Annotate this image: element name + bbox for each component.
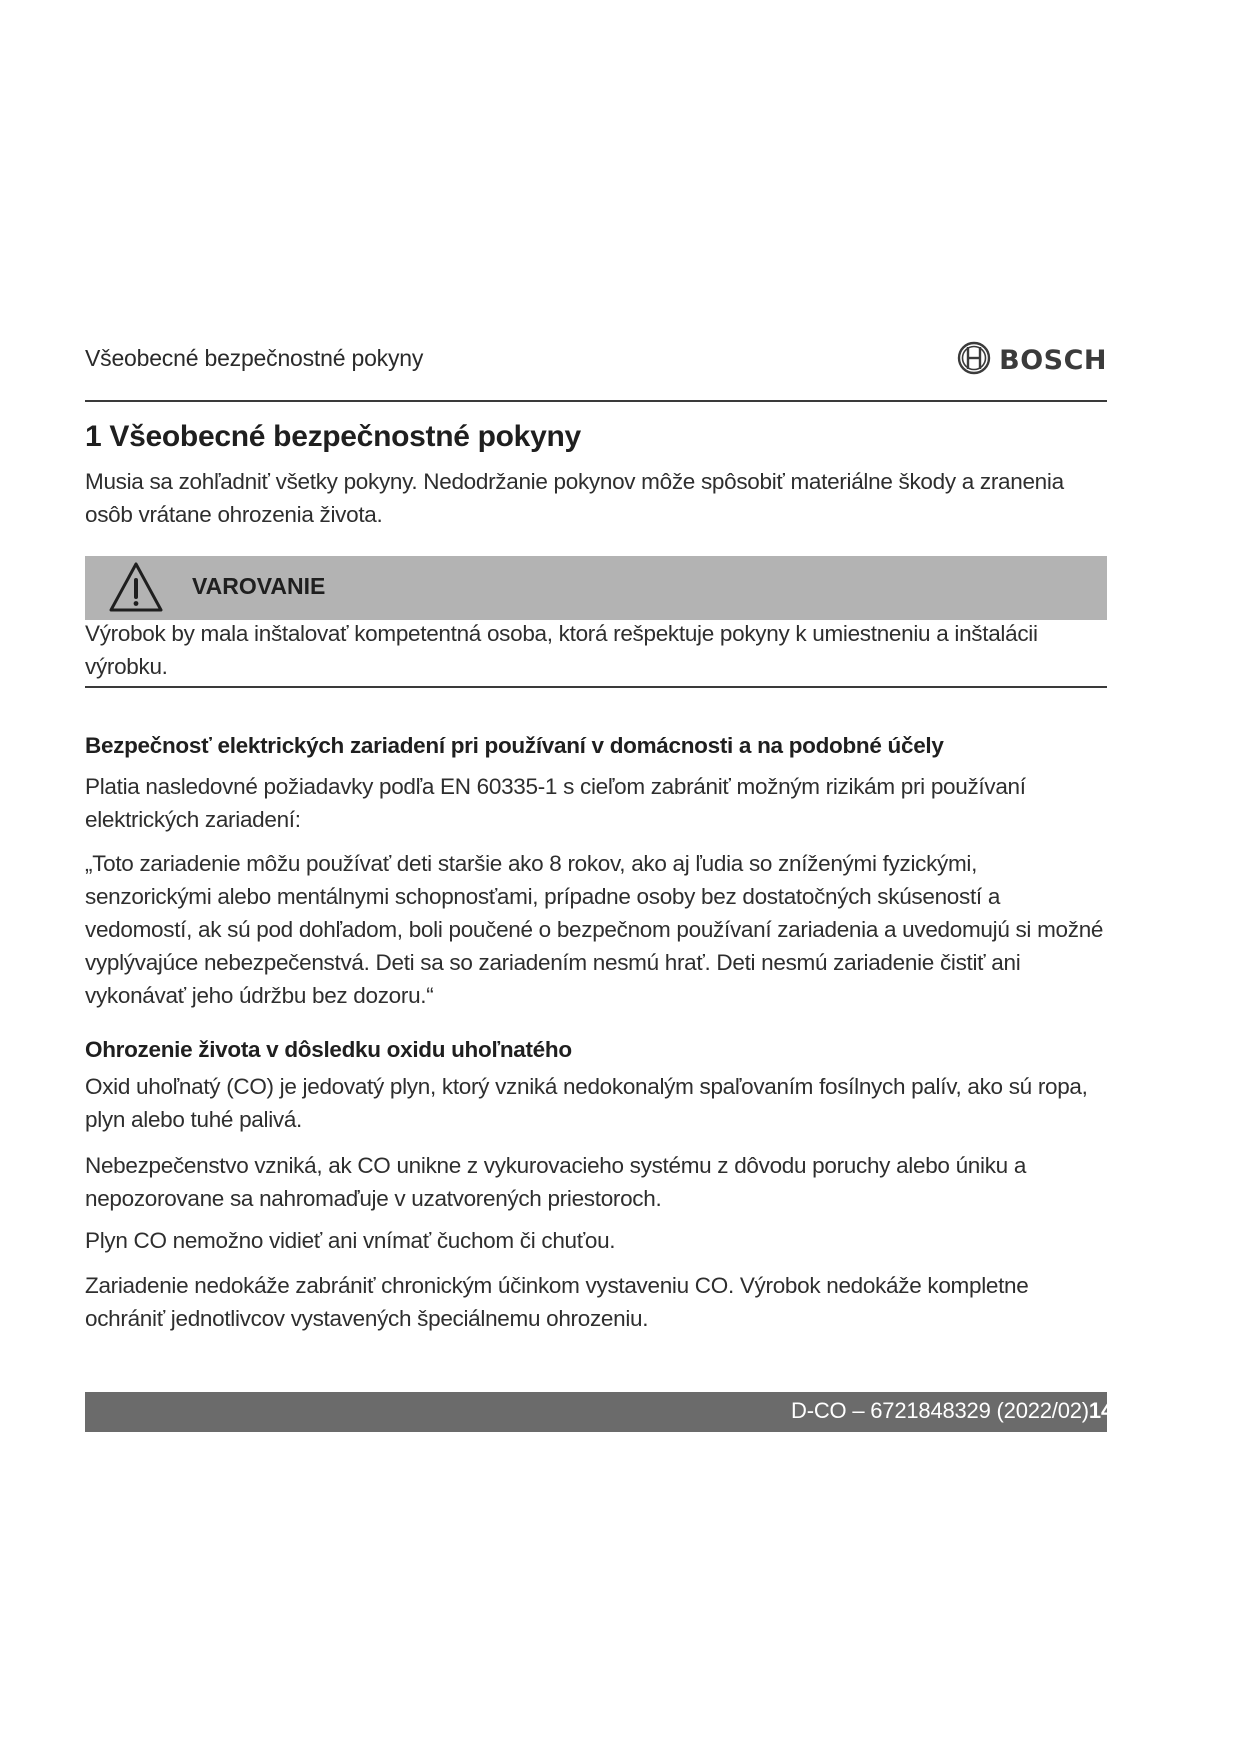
section-paragraph: Plyn CO nemožno vidieť ani vnímať čuchom či chuťou. <box>85 1228 616 1253</box>
brand-logo <box>957 340 1107 380</box>
section-paragraph: Nebezpečenstvo vzniká, ak CO unikne z vykurovacieho systému z dôvodu poruchy alebo úniku a nepozorovane sa nahromaďuje v uzatvorených priestoroch. <box>85 1153 1027 1211</box>
bosch-armature-logo-icon <box>957 341 991 380</box>
footer-doc-id: D-CO – 6721848329 (2022/02) <box>791 1398 1089 1423</box>
section-paragraph: Zariadenie nedokáže zabrániť chronickým účinkom vystaveniu CO. Výrobok nedokáže kompletne ochrániť jednotlivcov vystavených špeciálnemu ohrozeniu. <box>85 1273 1029 1331</box>
section-paragraph-quote: „Toto zariadenie môžu používať deti staršie ako 8 rokov, ako aj ľudia so zníženými fyzickými, senzorickými alebo mentálnymi schopnosťami, prípadne osoby bez dostatočných skúseností a vedomostí, ak sú pod dohľadom, boli poučené o bezpečnom používaní zariadenia a uvedomujú si možné vyplývajúce nebezpečenstvá. Deti sa so zariadením nesmú hrať. Deti nesmú zariadenie čistiť ani vykonávať jeho údržbu bez dozoru.“ <box>85 851 1104 1008</box>
section-heading-carbon-monoxide: Ohrozenie života v dôsledku oxidu uhoľnatého <box>85 1037 572 1062</box>
warning-triangle-icon <box>107 560 165 614</box>
brand-name: BOSCH <box>999 344 1107 376</box>
chapter-intro: Musia sa zohľadniť všetky pokyny. Nedodržanie pokynov môže spôsobiť materiálne škody a zranenia osôb vrátane ohrozenia života. <box>85 469 1064 527</box>
section-paragraph: Oxid uhoľnatý (CO) je jedovatý plyn, ktorý vzniká nedokonalým spaľovaním fosílnych palív, ako sú ropa, plyn alebo tuhé palivá. <box>85 1074 1088 1132</box>
chapter-title: 1 Všeobecné bezpečnostné pokyny <box>85 420 581 453</box>
page-number: 14 <box>1088 1398 1113 1423</box>
running-header-title: Všeobecné bezpečnostné pokyny <box>85 345 424 371</box>
warning-divider <box>85 686 1107 688</box>
page-header <box>85 340 1107 402</box>
page-footer <box>85 1392 1113 1432</box>
section-heading-electrical-safety: Bezpečnosť elektrických zariadení pri používaní v domácnosti a na podobné účely <box>85 733 944 758</box>
warning-label: VAROVANIE <box>192 573 326 599</box>
warning-banner <box>85 556 1107 620</box>
footer-text <box>791 1398 1113 1424</box>
section-paragraph: Platia nasledovné požiadavky podľa EN 60335-1 s cieľom zabrániť možným rizikám pri používaní elektrických zariadení: <box>85 774 1026 832</box>
warning-text: Výrobok by mala inštalovať kompetentná osoba, ktorá rešpektuje pokyny k umiestneniu a inštalácii výrobku. <box>85 621 1038 679</box>
